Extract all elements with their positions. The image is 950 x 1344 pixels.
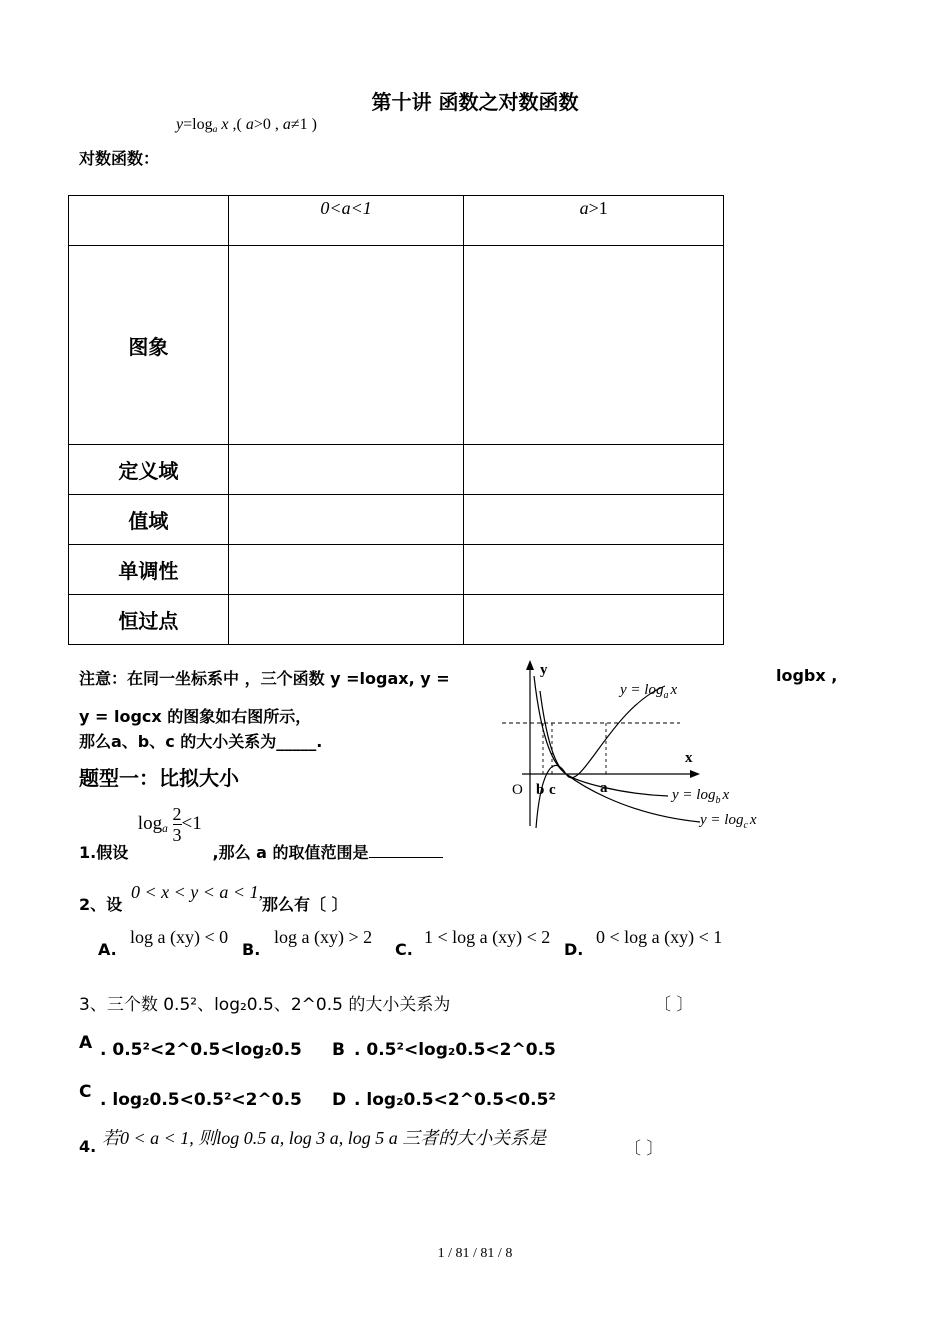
- note-line-3: 那么a、b、c 的大小关系为_____.: [79, 732, 323, 751]
- note-line-2: y = logcx 的图象如右图所示，: [79, 707, 312, 726]
- log-function-label: 对数函数：: [79, 149, 160, 168]
- q1-log: log: [137, 812, 163, 834]
- q1-fraction: [173, 804, 182, 845]
- q2-option-b-letter: B.: [242, 940, 261, 959]
- q1-inequality: [137, 804, 207, 845]
- q3-bracket: 〔 〕: [654, 995, 694, 1015]
- q4-number: 4.: [79, 1137, 97, 1156]
- cell-range-right: [464, 495, 724, 545]
- q2-option-a: log a (xy) < 0: [130, 927, 229, 947]
- question-3: 3、三个数 0.5²、log₂0.5、2^0.5 的大小关系为: [79, 995, 451, 1015]
- point-b-label: b: [536, 782, 545, 798]
- q2-prefix: 2、设: [79, 895, 123, 914]
- row-label-monotonicity: 单调性: [69, 545, 229, 595]
- cell-range-left: [228, 495, 464, 545]
- q2-option-c-letter: C.: [395, 940, 413, 959]
- q3-option-a-letter: A: [79, 1033, 93, 1053]
- cell-monotonicity-right: [464, 545, 724, 595]
- q2-option-d-letter: D.: [564, 940, 584, 959]
- row-label-domain: 定义域: [69, 445, 229, 495]
- q3-option-c: . log₂0.5<0.5²<2^0.5: [100, 1090, 302, 1110]
- q1-log-base: a: [162, 822, 168, 835]
- header-0-lt-a-lt-1: 0<a<1: [228, 196, 464, 246]
- q1-suffix: ,那么 a 的取值范围是: [212, 842, 369, 862]
- q3-option-b-letter: B: [332, 1040, 345, 1060]
- cell-domain-right: [464, 445, 724, 495]
- curve-b-label: $y = \log_b x$: [672, 787, 730, 806]
- log-function-definition: $y=\log_a$ x ,( a>0 , a≠1 ): [176, 116, 317, 135]
- note-line-1: 注意：在同一坐标系中 ，三个函数 y =logax, y =: [79, 669, 450, 688]
- q3-option-a: . 0.5²<2^0.5<log₂0.5: [100, 1040, 302, 1060]
- origin-label: O: [512, 782, 523, 798]
- x-axis-arrow: [690, 770, 700, 778]
- q1-fraction-denominator: 3: [172, 825, 182, 845]
- page-title: 第十讲 函数之对数函数: [371, 90, 579, 114]
- cell-graph-right: [464, 246, 724, 445]
- log-graph-figure: [500, 656, 770, 834]
- q2-option-a-letter: A.: [98, 940, 117, 959]
- q1-lt-one: <1: [181, 812, 202, 834]
- q4-bracket: 〔 〕: [624, 1139, 664, 1159]
- cell-monotonicity-left: [228, 545, 464, 595]
- q1-answer-blank[interactable]: [369, 843, 443, 858]
- q1-prefix: 1.假设: [79, 842, 129, 862]
- section-heading-compare: 题型一：比拟大小: [79, 766, 239, 790]
- q1-fraction-numerator: 2: [172, 804, 182, 824]
- row-label-fixed-point: 恒过点: [69, 595, 229, 645]
- cell-fixed-point-right: [464, 595, 724, 645]
- point-a-label: a: [600, 780, 608, 796]
- q2-condition: 0 < x < y < a < 1,: [131, 882, 264, 902]
- question-4: 若0 < a < 1, 则log 0.5 a, log 3 a, log 5 a 三者的大小关系是: [102, 1128, 547, 1148]
- cell-graph-left: [228, 246, 464, 445]
- table-corner-cell: [69, 196, 229, 246]
- y-axis-label: y: [540, 662, 548, 678]
- cell-fixed-point-left: [228, 595, 464, 645]
- point-c-label: c: [549, 782, 556, 798]
- page-footer: 1 / 81 / 81 / 8: [437, 1246, 513, 1261]
- q2-suffix: 那么有〔 〕: [262, 895, 348, 914]
- question-1: [79, 800, 443, 862]
- x-axis-label: x: [685, 750, 693, 766]
- cell-domain-left: [228, 445, 464, 495]
- curve-c-label: $y = \log_c x$: [700, 812, 757, 831]
- y-axis-arrow: [526, 660, 534, 670]
- note-line-1-end: logbx ,: [776, 666, 838, 685]
- header-a-gt-1: a>1: [464, 196, 724, 246]
- q3-option-d-letter: D: [332, 1090, 347, 1110]
- row-label-range: 值域: [69, 495, 229, 545]
- q2-option-c: 1 < log a (xy) < 2: [424, 927, 551, 947]
- curve-a-label: $y = \log_a x$: [620, 682, 678, 701]
- q2-option-b: log a (xy) > 2: [274, 927, 373, 947]
- q2-option-d: 0 < log a (xy) < 1: [596, 927, 723, 947]
- q3-option-c-letter: C: [79, 1082, 92, 1102]
- q3-option-d: . log₂0.5<2^0.5<0.5²: [354, 1090, 556, 1110]
- properties-table: [68, 195, 724, 645]
- row-label-graph: 图象: [69, 246, 229, 445]
- q3-option-b: . 0.5²<log₂0.5<2^0.5: [354, 1040, 556, 1060]
